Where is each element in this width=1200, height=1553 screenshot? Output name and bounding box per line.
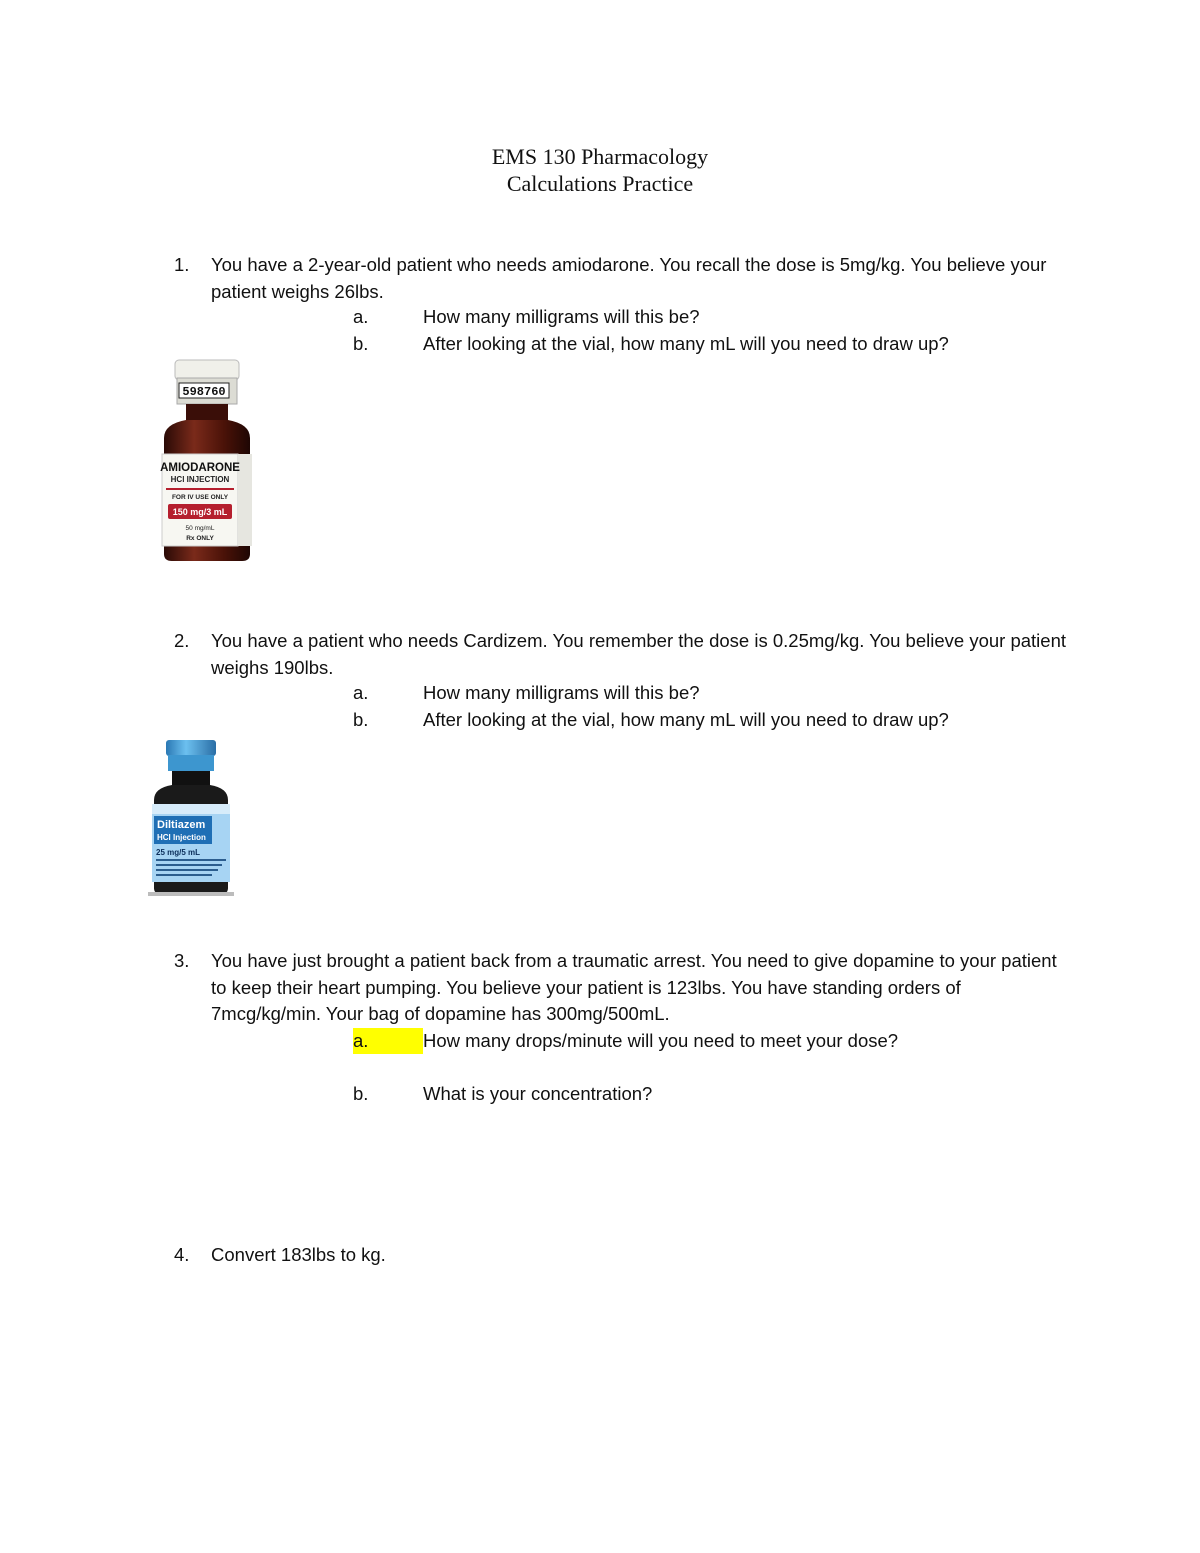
vial-line2: HCl INJECTION xyxy=(170,475,230,484)
sub-letter: a. xyxy=(353,306,369,327)
question-number: 1. xyxy=(174,254,190,275)
page-title: EMS 130 Pharmacology xyxy=(491,144,709,169)
vial-crimp xyxy=(168,755,214,771)
question-1 xyxy=(174,252,1074,305)
sub-text: How many drops/minute will you need to meet your dose? xyxy=(423,1030,899,1051)
question-number: 3. xyxy=(174,950,190,971)
vial-code: 598760 xyxy=(182,385,226,399)
sub-letter: b. xyxy=(353,709,369,730)
sub-letter: b. xyxy=(353,333,369,354)
vial-strength: 150 mg/3 mL xyxy=(172,507,228,517)
question-text: You have a 2-year-old patient who needs amiodarone. You recall the dose is 5mg/kg. You believe your patient weighs 26lbs. xyxy=(211,254,1047,302)
question-text: Convert 183lbs to kg. xyxy=(211,1244,386,1265)
question-number: 2. xyxy=(174,630,190,651)
sub-text: After looking at the vial, how many mL will you need to draw up? xyxy=(423,709,949,730)
sub-text: After looking at the vial, how many mL will you need to draw up? xyxy=(423,333,949,354)
vial-drug-name: Diltiazem xyxy=(157,819,206,831)
vial-line3: FOR IV USE ONLY xyxy=(171,494,229,501)
vial-cap xyxy=(175,360,239,380)
question-3 xyxy=(174,948,1074,1028)
vial-strength: 25 mg/5 mL xyxy=(156,848,201,857)
highlighted-sub-letter: a. xyxy=(353,1028,423,1054)
question-text: You have just brought a patient back from a traumatic arrest. You need to give dopamine to your patient to keep their heart pumping. You believe your patient is 123lbs. You have standing orders of 7mcg/kg/min. Your bag of dopamine has 300mg/500mL. xyxy=(211,950,1057,1024)
vial-cap xyxy=(166,740,216,756)
sub-text: What is your concentration? xyxy=(423,1083,653,1104)
page-subtitle: Calculations Practice xyxy=(506,171,694,196)
vial-drug-name: AMIODARONE xyxy=(160,462,240,474)
vial-line2: HCl Injection xyxy=(157,833,206,842)
amiodarone-vial-image xyxy=(150,358,260,563)
question-2 xyxy=(174,628,1074,681)
sub-text: How many milligrams will this be? xyxy=(423,682,700,703)
question-4 xyxy=(174,1242,1074,1269)
vial-line6: Rx ONLY xyxy=(186,535,214,542)
question-number: 4. xyxy=(174,1244,190,1265)
diltiazem-vial-image xyxy=(148,738,234,898)
sub-letter: a. xyxy=(353,682,369,703)
sub-letter: b. xyxy=(353,1083,369,1104)
sub-text: How many milligrams will this be? xyxy=(423,306,700,327)
question-text: You have a patient who needs Cardizem. You remember the dose is 0.25mg/kg. You believe your patient weighs 190lbs. xyxy=(211,630,1066,678)
vial-line5: 50 mg/mL xyxy=(185,525,215,532)
